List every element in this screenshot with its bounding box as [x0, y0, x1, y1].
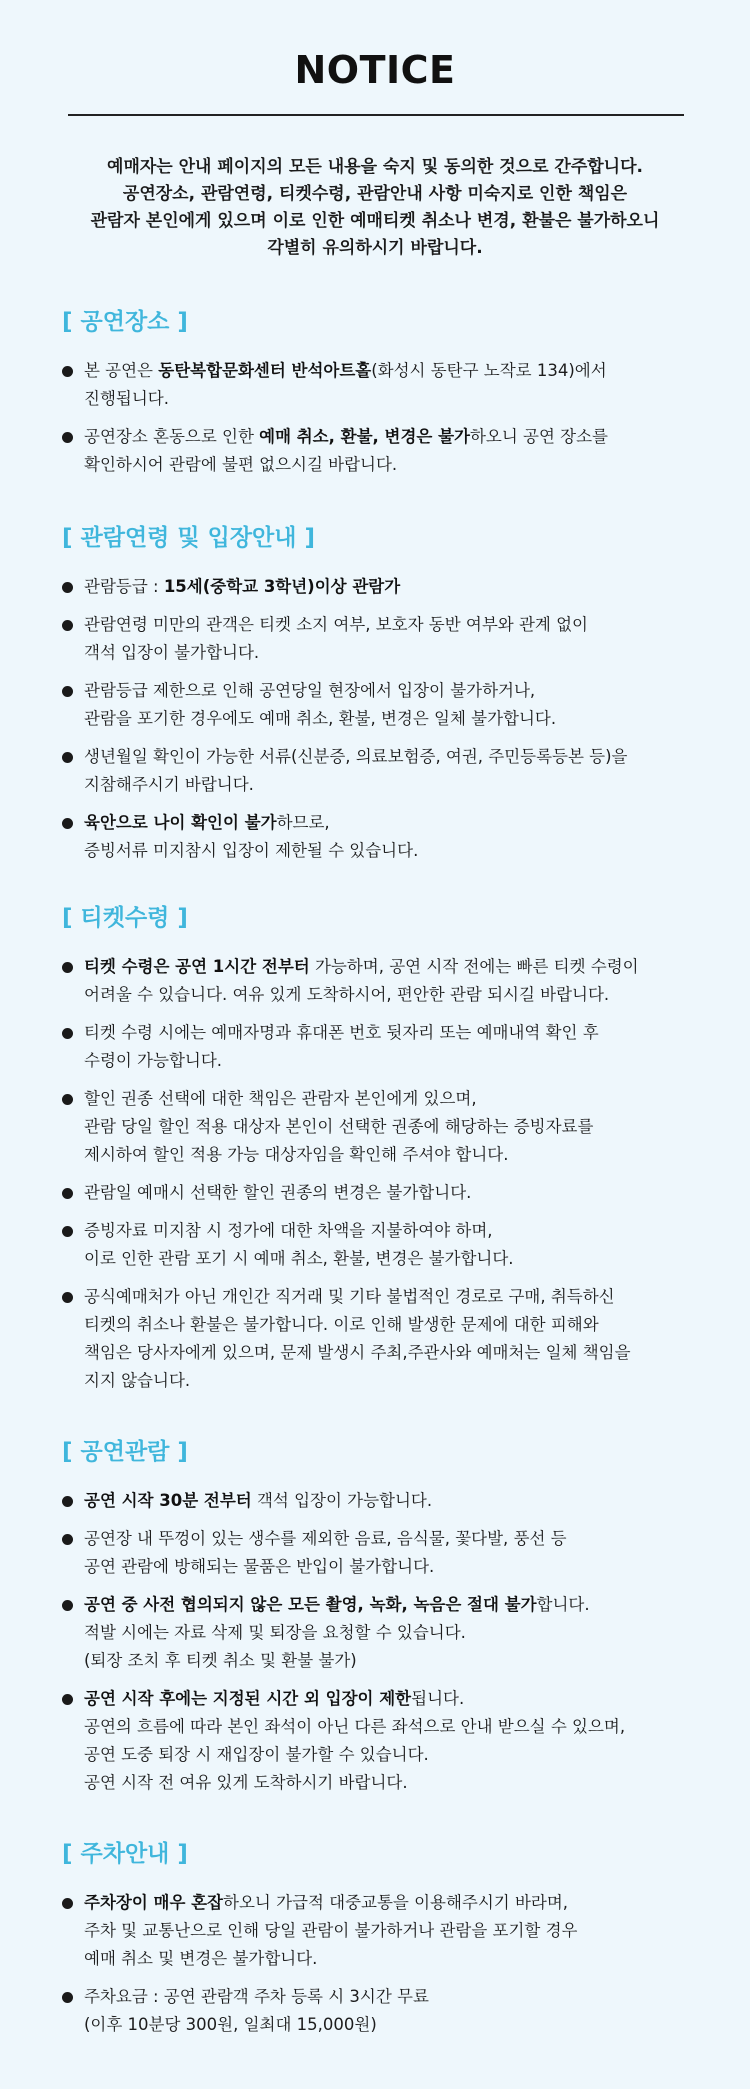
list-item	[62, 1525, 722, 1581]
item-line	[84, 2011, 722, 2039]
item-line	[84, 451, 722, 479]
section-title: [ 관람연령 및 입장안내 ]	[62, 525, 316, 551]
item-line	[84, 1741, 722, 1769]
emphasis-text: 예매 취소, 환불, 변경은 불가	[259, 427, 470, 446]
list-item	[62, 1179, 722, 1207]
item-text: 됩니다.	[411, 1689, 465, 1708]
bullet-icon	[62, 818, 73, 829]
section-age-admission	[62, 523, 722, 875]
item-text: 지참해주시기 바랍니다.	[84, 775, 254, 794]
item-text: 책임은 당사자에게 있으며, 문제 발생시 주최,주관사와 예매처는 일체 책임을	[84, 1343, 631, 1362]
item-line	[84, 1217, 722, 1245]
list-item	[62, 1487, 722, 1515]
emphasis-text: 공연 시작 30분 전부터	[84, 1491, 252, 1510]
item-text: 공연 시작 전 여유 있게 도착하시기 바랍니다.	[84, 1773, 408, 1792]
bullet-icon	[62, 366, 73, 377]
list-item	[62, 809, 722, 865]
item-text: 진행됩니다.	[84, 389, 169, 408]
item-line	[84, 677, 722, 705]
bullet-icon	[62, 1534, 73, 1545]
item-line	[84, 1179, 722, 1207]
item-text: 주차 및 교통난으로 인해 당일 관람이 불가하거나 관람을 포기할 경우	[84, 1921, 578, 1940]
item-line	[84, 1113, 722, 1141]
item-line	[84, 771, 722, 799]
item-text: 관람연령 미만의 관객은 티켓 소지 여부, 보호자 동반 여부와 관계 없이	[84, 615, 588, 634]
bullet-icon	[62, 1992, 73, 2003]
bullet-icon	[62, 1094, 73, 1105]
item-text: 객석 입장이 불가합니다.	[84, 643, 260, 662]
item-line	[84, 1553, 722, 1581]
list-item	[62, 1591, 722, 1675]
item-text: 증빙자료 미지참 시 정가에 대한 차액을 지불하여야 하며,	[84, 1221, 493, 1240]
bullet-icon	[62, 1226, 73, 1237]
item-line	[84, 1085, 722, 1113]
section-list	[62, 953, 722, 1395]
item-line	[84, 423, 722, 451]
bullet-icon	[62, 962, 73, 973]
item-line	[84, 1685, 722, 1713]
list-item	[62, 1685, 722, 1797]
item-text: 증빙서류 미지참시 입장이 제한될 수 있습니다.	[84, 841, 419, 860]
item-line	[84, 1647, 722, 1675]
emphasis-text: 공연 중 사전 협의되지 않은 모든 촬영, 녹화, 녹음은 절대 불가	[84, 1595, 537, 1614]
item-line	[84, 1245, 722, 1273]
emphasis-text: 15세(중학교 3학년)이상 관람가	[163, 577, 401, 596]
emphasis-text: 주차장이 매우 혼잡	[84, 1893, 224, 1912]
bullet-icon	[62, 752, 73, 763]
item-text: 생년월일 확인이 가능한 서류(신분증, 의료보험증, 여권, 주민등록등본 등)을	[84, 747, 628, 766]
item-text: 공연장소 혼동으로 인한	[84, 427, 260, 446]
section-title: [ 공연관람 ]	[62, 1439, 188, 1465]
list-item	[62, 357, 722, 413]
list-item	[62, 573, 722, 601]
item-text: 수령이 가능합니다.	[84, 1051, 223, 1070]
bullet-icon	[62, 1496, 73, 1507]
list-item	[62, 1889, 722, 1973]
item-line	[84, 1019, 722, 1047]
section-title: [ 주차안내 ]	[62, 1841, 188, 1867]
item-line	[84, 1047, 722, 1075]
bullet-icon	[62, 432, 73, 443]
item-text: 객석 입장이 가능합니다.	[251, 1491, 433, 1510]
emphasis-text: 티켓 수령은 공연 1시간 전부터	[84, 957, 310, 976]
item-line	[84, 705, 722, 733]
section-list	[62, 1487, 722, 1797]
bullet-icon	[62, 1028, 73, 1039]
item-text: 할인 권종 선택에 대한 책임은 관람자 본인에게 있으며,	[84, 1089, 477, 1108]
list-item	[62, 1283, 722, 1395]
item-line	[84, 837, 722, 865]
section-title: [ 티켓수령 ]	[62, 905, 188, 931]
section-list	[62, 573, 722, 865]
title-divider	[68, 114, 684, 116]
item-text: 관람 당일 할인 적용 대상자 본인이 선택한 권종에 해당하는 증빙자료를	[84, 1117, 594, 1136]
intro-line: 예매자는 안내 페이지의 모든 내용을 숙지 및 동의한 것으로 간주합니다.	[107, 157, 643, 177]
item-line	[84, 1339, 722, 1367]
item-line	[84, 1945, 722, 1973]
item-text: 티켓의 취소나 환불은 불가합니다. 이로 인해 발생한 문제에 대한 피해와	[84, 1315, 599, 1334]
intro-line: 공연장소, 관람연령, 티켓수령, 관람안내 사항 미숙지로 인한 책임은	[122, 184, 628, 204]
list-item	[62, 1217, 722, 1273]
item-text: 어려울 수 있습니다. 여유 있게 도착하시어, 편안한 관람 되시길 바랍니다.	[84, 985, 610, 1004]
item-text: 예매 취소 및 변경은 불가합니다.	[84, 1949, 318, 1968]
item-line	[84, 1525, 722, 1553]
item-text: 관람일 예매시 선택한 할인 권종의 변경은 불가합니다.	[84, 1183, 472, 1202]
item-text: 공연의 흐름에 따라 본인 좌석이 아닌 다른 좌석으로 안내 받으실 수 있으며,	[84, 1717, 626, 1736]
item-line	[84, 1619, 722, 1647]
page-title: NOTICE	[294, 48, 456, 92]
item-line	[84, 1141, 722, 1169]
item-text: 하오니 공연 장소를	[469, 427, 608, 446]
emphasis-text: 육안으로 나이 확인이 불가	[84, 813, 277, 832]
bullet-icon	[62, 1898, 73, 1909]
section-list	[62, 1889, 722, 2039]
item-text: 공연 관람에 방해되는 물품은 반입이 불가합니다.	[84, 1557, 435, 1576]
item-line	[84, 385, 722, 413]
bullet-icon	[62, 1292, 73, 1303]
bullet-icon	[62, 686, 73, 697]
item-line	[84, 1487, 722, 1515]
item-text: 하오니 가급적 대중교통을 이용해주시기 바라며,	[223, 1893, 569, 1912]
item-text: (퇴장 조치 후 티켓 취소 및 환불 불가)	[84, 1651, 357, 1670]
list-item	[62, 1085, 722, 1169]
item-line	[84, 357, 722, 385]
item-text: 이로 인한 관람 포기 시 예매 취소, 환불, 변경은 불가합니다.	[84, 1249, 514, 1268]
item-text: 가능하며, 공연 시작 전에는 빠른 티켓 수령이	[309, 957, 639, 976]
item-text: 지지 않습니다.	[84, 1371, 191, 1390]
bullet-icon	[62, 620, 73, 631]
bullet-icon	[62, 1694, 73, 1705]
list-item	[62, 611, 722, 667]
item-text: 티켓 수령 시에는 예매자명과 휴대폰 번호 뒷자리 또는 예매내역 확인 후	[84, 1023, 599, 1042]
intro-line: 각별히 유의하시기 바랍니다.	[267, 238, 483, 258]
item-line	[84, 1983, 722, 2011]
bullet-icon	[62, 1188, 73, 1199]
section-ticket-pickup	[62, 903, 722, 1405]
intro-line: 관람자 본인에게 있으며 이로 인한 예매티켓 취소나 변경, 환불은 불가하오니	[90, 211, 660, 231]
item-line	[84, 1889, 722, 1917]
item-line	[84, 639, 722, 667]
item-text: 공연장 내 뚜껑이 있는 생수를 제외한 음료, 음식물, 꽃다발, 풍선 등	[84, 1529, 567, 1548]
item-text: (이후 10분당 300원, 일최대 15,000원)	[84, 2015, 377, 2034]
item-text: (화성시 동탄구 노작로 134)에서	[371, 361, 607, 380]
item-text: 관람을 포기한 경우에도 예매 취소, 환불, 변경은 일체 불가합니다.	[84, 709, 557, 728]
item-text: 관람등급 :	[84, 577, 164, 596]
emphasis-text: 공연 시작 후에는 지정된 시간 외 입장이 제한	[84, 1689, 412, 1708]
list-item	[62, 953, 722, 1009]
list-item	[62, 423, 722, 479]
item-text: 본 공연은	[84, 361, 159, 380]
item-line	[84, 743, 722, 771]
item-line	[84, 953, 722, 981]
item-line	[84, 1311, 722, 1339]
item-line	[84, 1917, 722, 1945]
item-text: 하므로,	[276, 813, 330, 832]
section-venue	[62, 307, 722, 489]
item-line	[84, 809, 722, 837]
item-text: 적발 시에는 자료 삭제 및 퇴장을 요청할 수 있습니다.	[84, 1623, 466, 1642]
list-item	[62, 743, 722, 799]
emphasis-text: 동탄복합문화센터 반석아트홀	[158, 361, 372, 380]
item-line	[84, 1769, 722, 1797]
section-title: [ 공연장소 ]	[62, 309, 188, 335]
list-item	[62, 1983, 722, 2039]
section-parking	[62, 1839, 722, 2049]
bullet-icon	[62, 582, 73, 593]
item-line	[84, 1713, 722, 1741]
item-line	[84, 1283, 722, 1311]
item-text: 확인하시어 관람에 불편 없으시길 바랍니다.	[84, 455, 398, 474]
item-text: 주차요금 : 공연 관람객 주차 등록 시 3시간 무료	[84, 1987, 429, 2006]
item-line	[84, 1367, 722, 1395]
item-line	[84, 573, 722, 601]
section-list	[62, 357, 722, 479]
item-line	[84, 1591, 722, 1619]
item-text: 합니다.	[536, 1595, 590, 1614]
item-text: 공연 도중 퇴장 시 재입장이 불가할 수 있습니다.	[84, 1745, 429, 1764]
item-text: 관람등급 제한으로 인해 공연당일 현장에서 입장이 불가하거나,	[84, 681, 536, 700]
section-viewing	[62, 1437, 722, 1807]
item-text: 공식예매처가 아닌 개인간 직거래 및 기타 불법적인 경로로 구매, 취득하신	[84, 1287, 615, 1306]
bullet-icon	[62, 1600, 73, 1611]
list-item	[62, 1019, 722, 1075]
item-line	[84, 981, 722, 1009]
item-text: 제시하여 할인 적용 가능 대상자임을 확인해 주셔야 합니다.	[84, 1145, 509, 1164]
intro-notice	[50, 154, 700, 262]
item-line	[84, 611, 722, 639]
list-item	[62, 677, 722, 733]
